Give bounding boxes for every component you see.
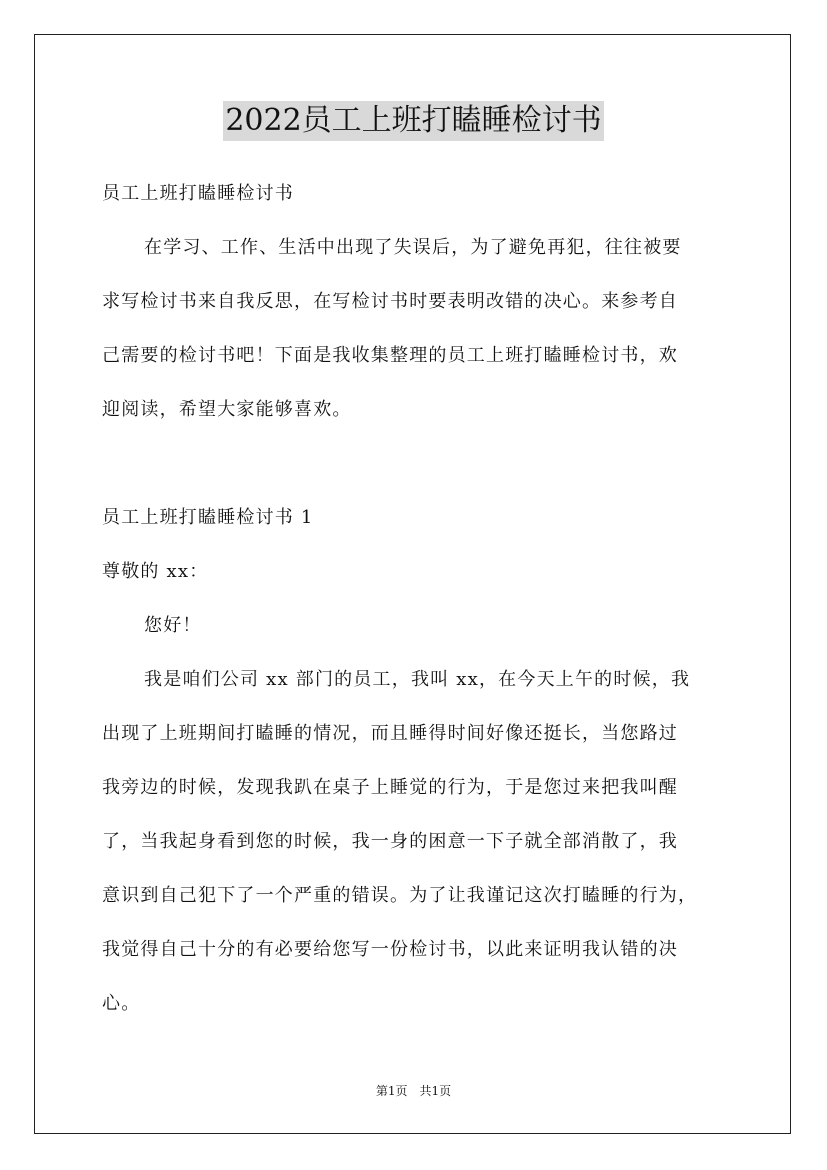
- body-line: 出现了上班期间打瞌睡的情况，而且睡得时间好像还挺长，当您路过: [102, 723, 678, 744]
- title-container: [0, 101, 827, 141]
- document-title: 2022员工上班打瞌睡检讨书: [223, 101, 603, 141]
- intro-line: 迎阅读，希望大家能够喜欢。: [102, 399, 352, 420]
- salutation: 尊敬的 xx：: [102, 561, 209, 582]
- body-line: 心。: [102, 993, 141, 1014]
- greeting: 您好！: [144, 615, 202, 636]
- body-line: 意识到自己犯下了一个严重的错误。为了让我谨记这次打瞌睡的行为，: [102, 885, 698, 906]
- intro-line: 求写检讨书来自我反思，在写检讨书时要表明改错的决心。来参考自: [102, 291, 678, 312]
- body-line: 我觉得自己十分的有必要给您写一份检讨书，以此来证明我认错的决: [102, 939, 678, 960]
- body-line: 我是咱们公司 xx 部门的员工，我叫 xx，在今天上午的时候，我: [144, 669, 691, 690]
- intro-line: 己需要的检讨书吧！下面是我收集整理的员工上班打瞌睡检讨书，欢: [102, 345, 678, 366]
- document-subtitle: 员工上班打瞌睡检讨书: [102, 183, 294, 204]
- body-line: 我旁边的时候，发现我趴在桌子上睡觉的行为，于是您过来把我叫醒: [102, 777, 678, 798]
- body-line: 了，当我起身看到您的时候，我一身的困意一下子就全部消散了，我: [102, 831, 678, 852]
- intro-line: 在学习、工作、生活中出现了失误后，为了避免再犯，往往被要: [144, 237, 682, 258]
- page-number-footer: 第1页 共1页: [375, 1084, 452, 1098]
- section-heading: 员工上班打瞌睡检讨书 1: [102, 507, 314, 528]
